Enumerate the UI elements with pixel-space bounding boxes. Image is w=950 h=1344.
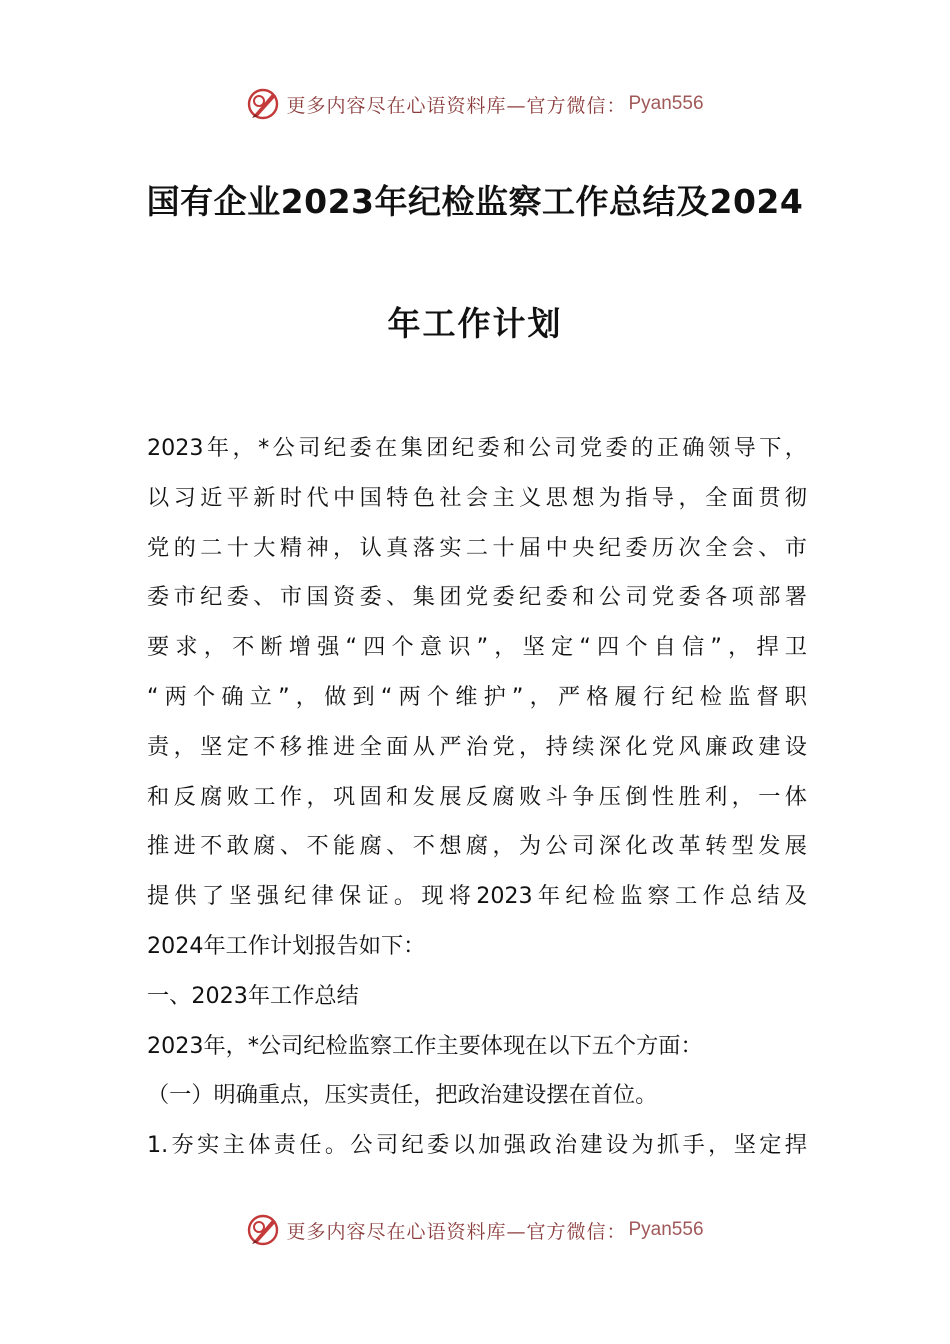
body-line: 1.夯实主体责任。公司纪委以加强政治建设为抓手，坚定捍 <box>147 1132 807 1159</box>
wechat-id: Pyan556 <box>628 93 704 114</box>
body-line: 责，坚定不移推进全面从严治党，持续深化党风廉政建设 <box>147 733 807 760</box>
body-line: 要求，不断增强“四个意识”，坚定“四个自信”，捍卫 <box>147 634 807 661</box>
banner-text: 更多内容尽在心语资料库—官方微信： <box>286 94 627 117</box>
body-line: 党的二十大精神，认真落实二十届中央纪委历次全会、市 <box>147 534 807 561</box>
banner-text: 更多内容尽在心语资料库—官方微信： <box>286 1220 627 1243</box>
footer-watermark-banner <box>0 1210 950 1250</box>
body-line: 和反腐败工作，巩固和发展反腐败斗争压倒性胜利，一体 <box>147 783 807 810</box>
document-body <box>147 424 807 1171</box>
pen-logo-icon <box>246 87 280 121</box>
pen-logo-icon <box>246 1213 280 1247</box>
document-title-line-2: 年工作计划 <box>387 304 563 343</box>
wechat-id: Pyan556 <box>628 1219 704 1240</box>
body-line: 以习近平新时代中国特色社会主义思想为指导，全面贯彻 <box>147 484 807 511</box>
header-watermark-banner <box>0 84 950 124</box>
subsection-heading: （一）明确重点，压实责任，把政治建设摆在首位。 <box>147 1082 658 1109</box>
body-line: 提供了坚强纪律保证。现将2023年纪检监察工作总结及 <box>147 883 807 910</box>
body-line: 2023年，*公司纪委在集团纪委和公司党委的正确领导下， <box>147 435 807 461</box>
document-title-line-1: 国有企业2023年纪检监察工作总结及2024 <box>146 182 804 221</box>
body-line: 2024年工作计划报告如下： <box>147 932 426 959</box>
body-line: 2023年，*公司纪检监察工作主要体现在以下五个方面： <box>147 1032 703 1059</box>
section-heading: 一、2023年工作总结 <box>147 982 359 1009</box>
body-line: 委市纪委、市国资委、集团党委纪委和公司党委各项部署 <box>147 584 807 611</box>
body-line: 推进不敢腐、不能腐、不想腐，为公司深化改革转型发展 <box>147 833 807 860</box>
body-line: “两个确立”，做到“两个维护”，严格履行纪检监督职 <box>147 683 807 710</box>
